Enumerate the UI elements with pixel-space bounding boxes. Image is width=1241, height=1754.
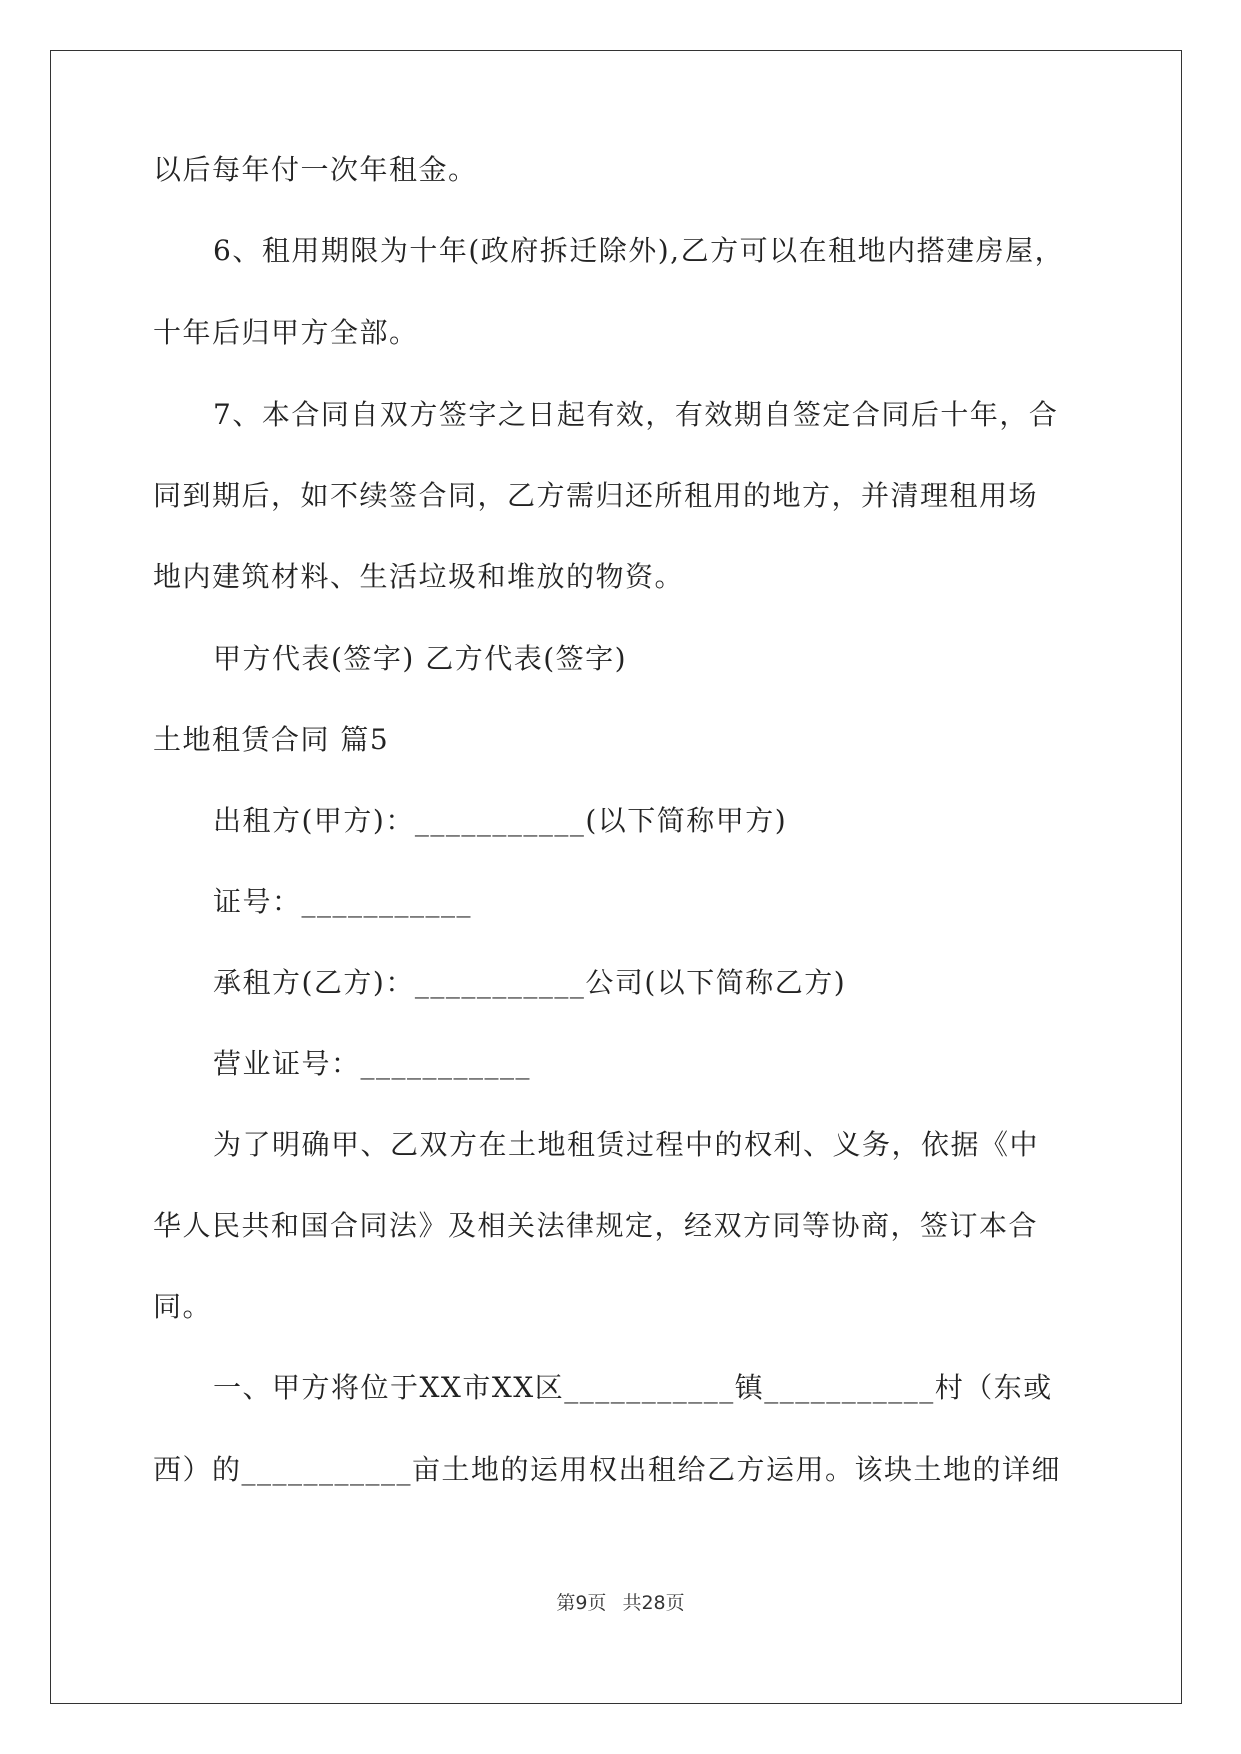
- body-text-line: 地内建筑材料、生活垃圾和堆放的物资。: [153, 560, 685, 593]
- body-text-line: 西）的___________亩土地的运用权出租给乙方运用。该块土地的详细: [153, 1453, 1062, 1486]
- business-license-field: 营业证号：___________: [213, 1047, 532, 1080]
- signature-line: 甲方代表(签字) 乙方代表(签字): [213, 642, 628, 675]
- body-text-line: 十年后归甲方全部。: [153, 316, 419, 349]
- section-heading: 土地租赁合同 篇5: [153, 723, 390, 756]
- body-text-line: 同。: [153, 1290, 213, 1323]
- clause-7-line: 7、本合同自双方签字之日起有效，有效期自签定合同后十年，合: [213, 398, 1059, 431]
- page-number-footer: 第9页 共28页: [556, 1592, 685, 1614]
- article-1-line: 一、甲方将位于XX市XX区___________镇___________村（东或: [213, 1371, 1053, 1404]
- id-number-field: 证号：___________: [213, 885, 473, 918]
- clause-6-line: 6、租用期限为十年(政府拆迁除外),乙方可以在租地内搭建房屋，: [213, 234, 1065, 267]
- body-text-line: 同到期后，如不续签合同，乙方需归还所租用的地方，并清理租用场: [153, 479, 1039, 512]
- lessee-field: 承租方(乙方)：___________公司(以下简称乙方): [213, 966, 847, 999]
- body-text-line: 以后每年付一次年租金。: [153, 153, 478, 186]
- body-text-line: 华人民共和国合同法》及相关法律规定，经双方同等协商，签订本合: [153, 1209, 1039, 1242]
- preamble-line: 为了明确甲、乙双方在土地租赁过程中的权利、义务，依据《中: [213, 1128, 1040, 1161]
- lessor-field: 出租方(甲方)：___________(以下简称甲方): [213, 804, 788, 837]
